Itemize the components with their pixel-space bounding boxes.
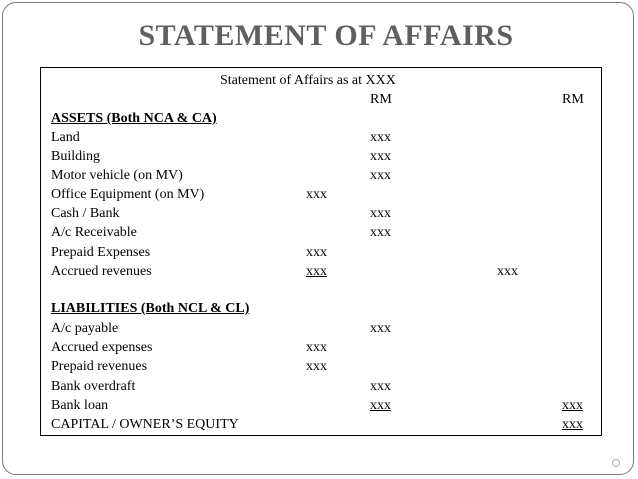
asset-row-building: [0, 147, 638, 166]
row-label: CAPITAL / OWNER’S EQUITY: [51, 417, 239, 432]
row-amount: xxx: [306, 187, 327, 202]
row-label: Accrued expenses: [51, 340, 153, 355]
row-amount: xxx: [306, 245, 327, 260]
row-label: Bank loan: [51, 398, 109, 413]
currency-header-rm-2: RM: [562, 92, 584, 107]
row-label: Prepaid revenues: [51, 359, 148, 374]
asset-row-motor-vehicle: [0, 166, 638, 185]
asset-row-ac-receivable: [0, 223, 638, 242]
row-label: Motor vehicle (on MV): [51, 168, 183, 183]
row-label: Land: [51, 130, 80, 145]
liability-row-ac-payable: [0, 319, 638, 338]
row-amount: xxx: [370, 398, 391, 413]
asset-row-office-equipment: [0, 185, 638, 204]
row-amount: xxx: [306, 264, 327, 279]
row-label: A/c Receivable: [51, 225, 137, 240]
row-total: xxx: [497, 264, 518, 279]
row-amount: xxx: [370, 225, 391, 240]
row-label: Cash / Bank: [51, 206, 120, 221]
row-amount: xxx: [370, 149, 391, 164]
row-amount: xxx: [370, 206, 391, 221]
corner-dot-icon: [612, 459, 620, 467]
liability-row-capital-owners-equity: [0, 415, 638, 434]
liability-row-prepaid-revenues: [0, 357, 638, 376]
row-label: Office Equipment (on MV): [51, 187, 205, 202]
liability-row-accrued-expenses: [0, 338, 638, 357]
slide-title: STATEMENT OF AFFAIRS: [138, 19, 514, 52]
row-amount: xxx: [370, 321, 391, 336]
row-total: xxx: [562, 398, 583, 413]
row-label: Bank overdraft: [51, 379, 136, 394]
row-amount: xxx: [306, 340, 327, 355]
row-label: Building: [51, 149, 101, 164]
currency-header-row: [0, 90, 638, 109]
liability-row-bank-loan: [0, 396, 638, 415]
currency-header-rm-1: RM: [370, 92, 392, 107]
asset-row-accrued-revenues: [0, 262, 638, 281]
asset-row-prepaid-expenses: [0, 243, 638, 262]
row-label: A/c payable: [51, 321, 119, 336]
row-total: xxx: [562, 417, 583, 432]
liability-row-bank-overdraft: [0, 377, 638, 396]
row-amount: xxx: [370, 130, 391, 145]
row-label: Accrued revenues: [51, 264, 152, 279]
liabilities-heading: LIABILITIES (Both NCL & CL): [51, 301, 250, 316]
liabilities-heading-row: [0, 299, 638, 318]
asset-row-cash-bank: [0, 204, 638, 223]
row-amount: xxx: [370, 379, 391, 394]
row-label: Prepaid Expenses: [51, 245, 151, 260]
statement-caption: Statement of Affairs as at XXX: [220, 73, 396, 88]
row-amount: xxx: [306, 359, 327, 374]
assets-heading-row: [0, 109, 638, 128]
row-amount: xxx: [370, 168, 391, 183]
asset-row-land: [0, 128, 638, 147]
assets-heading: ASSETS (Both NCA & CA): [51, 111, 217, 126]
